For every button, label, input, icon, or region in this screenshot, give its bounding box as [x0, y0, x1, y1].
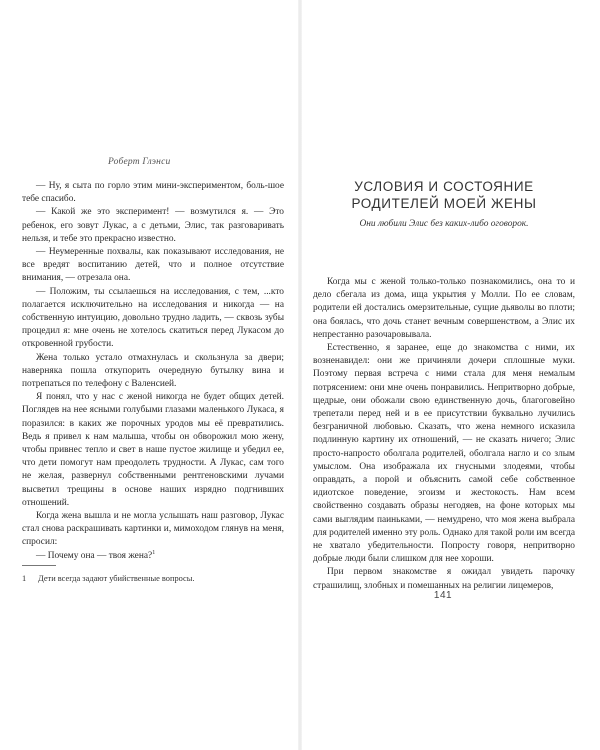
- right-paragraph: При первом знакомстве я ожидал увидеть парочку страшилищ, злобных и помешанных на религии лицемеров,: [313, 567, 575, 591]
- page-number: 141: [433, 590, 453, 601]
- chapter-title-line-1: УСЛОВИЯ И СОСТОЯНИЕ: [354, 179, 534, 194]
- left-paragraph: Жена только устало отмахнулась и скользнула за двери; наверняка пошла откупорить очередную бутылку вина и потрепаться по телефону с Валенсией.: [22, 352, 284, 390]
- right-paragraph: Естественно, я заранее, еще до знакомства с ними, их возненавидел: они же причиняли дочери сплошные муки. Поэтому первая встреча с ними стала для меня немалым потрясением: они мне очень понравились. Непритворно добрые, щедрые, они обожали свою единственную дочь, благоговейно трепетали перед ней и в ее присутствии буквально лучились безграничной любовью. Сказать, что жена немного исказила подлинную картину их отношений, — не сказать ничего; Элис просто-напросто оболгала родителей, оболгала нагло и со злым умыслом. Она изображала их гнусными злодеями, чтобы оправдать, а порой и объяснить самой себе собственное идиотское поведение, эгоизм и жестокость. Нам всем свойственно создавать образы негодяев, на фоне которых мы сами выглядим паиньками, — немудрено, что моя жена выбрала для родителей именно эту роль. Однако для такой роли им всегда не хватало убедительности. Попросту говоря, непритворно добрые люди были слишком для нее хороши.: [313, 343, 575, 565]
- footnote: [22, 573, 284, 584]
- footnote-divider: [22, 565, 56, 566]
- book-gutter: [298, 0, 302, 750]
- left-page-body: [22, 180, 284, 563]
- running-head: Роберт Глэнси: [108, 157, 171, 167]
- left-paragraph: — Положим, ты ссылаешься на исследования, с тем, ...кто полагается исключительно на исследования и никогда — на собственную интуицию, довольно трудно ладить, — сквозь зубы процедил я: мне очень не хотелось скатиться перед Лукасом до откровенной грубости.: [22, 286, 284, 350]
- chapter-epigraph: Они любили Элис без каких-либо оговорок.: [359, 219, 529, 229]
- footnote-mark: 1: [22, 574, 27, 583]
- chapter-title: [313, 178, 575, 212]
- left-paragraph: — Какой же это эксперимент! — возмутился я. — Это ребенок, его зовут Лукас, а с детьми, Элис, так разговаривать нельзя, и тебе это прекрасно известно.: [22, 207, 284, 244]
- chapter-title-line-2: РОДИТЕЛЕЙ МОЕЙ ЖЕНЫ: [351, 196, 537, 211]
- left-paragraph: Когда жена вышла и не могла услышать наш разговор, Лукас стал снова раскрашивать картинки и, мимоходом глянув на меня, спросил:: [22, 511, 284, 548]
- right-paragraph: Когда мы с женой только-только познакомились, она то и дело сбегала из дома, ища укрытия у Молли. По ее словам, родители ей достались омерзительные, сущие дьяволы во плоти; она боялась, что дочь станет вечным совершенством, а Элис их непрестанно разочаровывала.: [313, 277, 575, 340]
- left-paragraph: — Неумеренные похвалы, как показывают исследования, не все вредят воспитанию детей, что и полное отсутствие внимания, — отрезала она.: [22, 247, 284, 284]
- left-paragraph: — Ну, я сыта по горло этим мини-экспериментом, боль-шое тебе спасибо.: [22, 181, 284, 205]
- left-paragraph-text: — Почему она — твоя жена?: [36, 550, 153, 561]
- footnote-ref[interactable]: 1: [152, 549, 156, 556]
- footnote-text: Дети всегда задают убийственные вопросы.: [38, 574, 195, 583]
- left-paragraph-last: [22, 550, 284, 563]
- left-paragraph: Я понял, что у нас с женой никогда не будет общих детей. Поглядев на нее ясными голубыми глазами маленького Лукаса, я поразился: в каких же порочных уродов мы её превратились. Ведь я привел к нам малыша, чтобы он обворожил мою жену, чтобы привнес тепло и свет в наше пустое жилище и убедил ее, что дети помогут нам преодолеть трудности. А Лукас, сам того не желая, развернул собственными рентгеновскими лучами высветил трещины в основе наших изрядно подгнивших отношений.: [22, 392, 284, 508]
- right-page-body: [313, 276, 575, 593]
